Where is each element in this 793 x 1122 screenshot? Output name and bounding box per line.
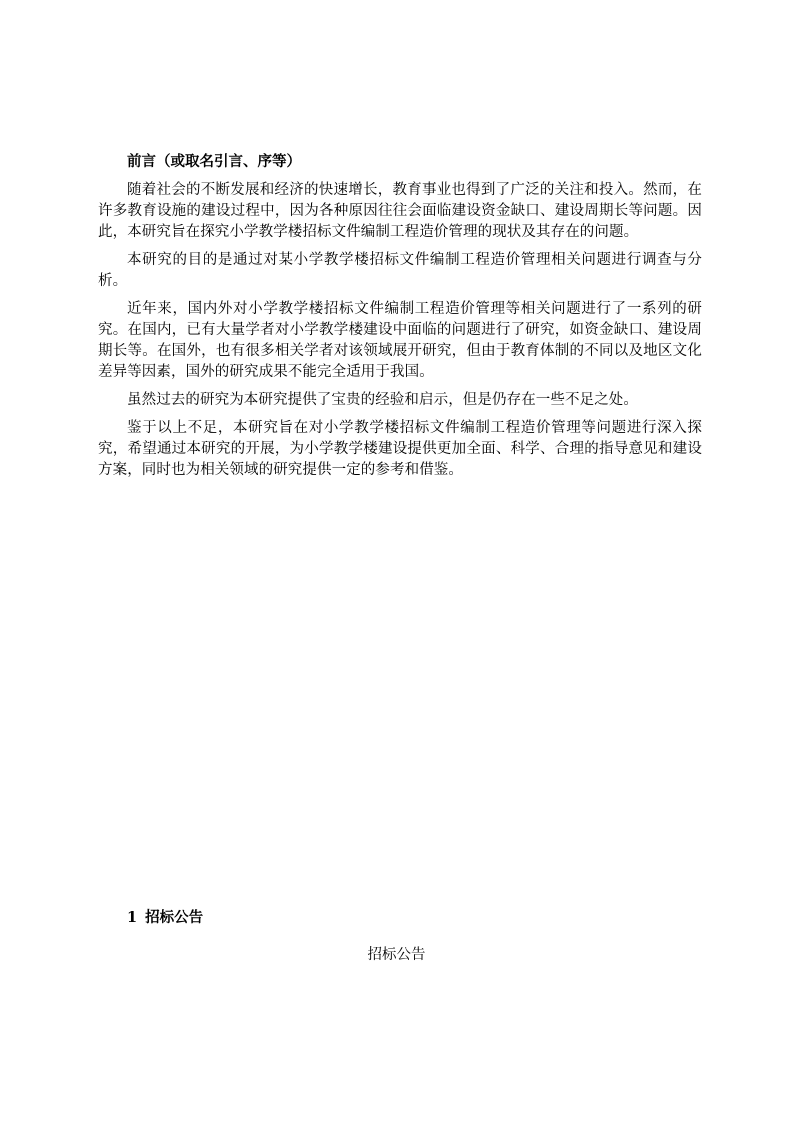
section-1-number: 1 xyxy=(127,909,138,926)
intro-paragraph-2: 本研究的目的是通过对某小学教学楼招标文件编制工程造价管理相关问题进行调查与分析。 xyxy=(98,252,702,289)
intro-paragraph-1: 随着社会的不断发展和经济的快速增长，教育事业也得到了广泛的关注和投入。然而，在许多教育设施的建设过程中，因为各种原因往往会面临建设资金缺口、建设周期长等问题。因此，本研究旨在探究小学教学楼招标文件编制工程造价管理的现状及其存在的问题。 xyxy=(98,182,702,240)
intro-paragraph-4: 虽然过去的研究为本研究提供了宝贵的经验和启示，但是仍存在一些不足之处。 xyxy=(127,392,638,408)
intro-paragraph-5: 鉴于以上不足，本研究旨在对小学教学楼招标文件编制工程造价管理等问题进行深入探究，希望通过本研究的开展，为小学教学楼建设提供更加全面、科学、合理的指导意见和建设方案，同时也为相关领域的研究提供一定的参考和借鉴。 xyxy=(98,420,702,478)
section-1-heading xyxy=(127,908,203,928)
intro-heading: 前言（或取名引言、序等） xyxy=(127,153,301,170)
section-1-title: 招标公告 xyxy=(145,909,204,926)
section-1-subtitle: 招标公告 xyxy=(367,947,426,963)
intro-body xyxy=(98,180,702,488)
intro-paragraph-3: 近年来，国内外对小学教学楼招标文件编制工程造价管理等相关问题进行了一系列的研究。在国内，已有大量学者对小学教学楼建设中面临的问题进行了研究，如资金缺口、建设周期长等。在国外，也有很多相关学者对该领域展开研究，但由于教育体制的不同以及地区文化差异等因素，国外的研究成果不能完全适用于我国。 xyxy=(98,301,702,380)
